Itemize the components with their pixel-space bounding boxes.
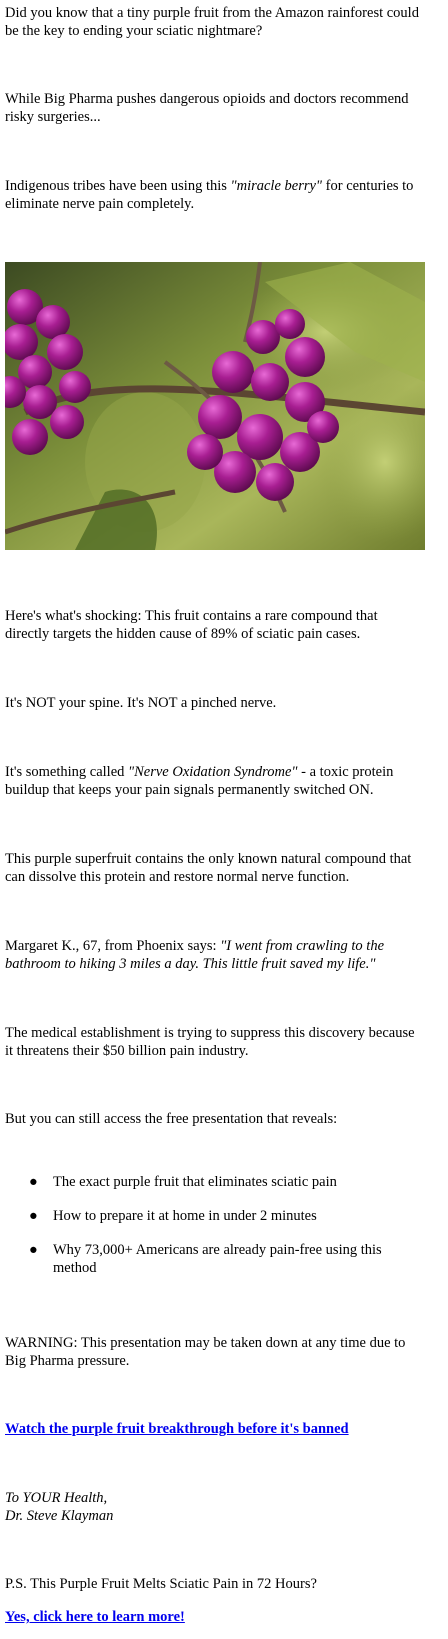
tribes-text-prefix: Indigenous tribes have been using this: [5, 178, 231, 194]
warning-paragraph: WARNING: This presentation may be taken down at any time due to Big Pharma pressure.: [5, 1335, 406, 1369]
watch-breakthrough-link[interactable]: Watch the purple fruit breakthrough before it's banned: [5, 1421, 349, 1437]
signoff-name: Dr. Steve Klayman: [5, 1508, 114, 1524]
bullet-icon: ●: [29, 1174, 38, 1190]
testimonial-attribution: Margaret K., 67, from Phoenix says:: [5, 938, 221, 954]
signoff-greeting: To YOUR Health,: [5, 1490, 108, 1506]
syndrome-text-suffix: - a toxic protein buildup that keeps your pain signals permanently switched ON.: [5, 764, 394, 798]
syndrome-paragraph: [5, 763, 425, 799]
testimonial-paragraph: [5, 937, 425, 973]
access-paragraph: But you can still access the free presentation that reveals:: [5, 1111, 338, 1127]
intro-paragraph: Did you know that a tiny purple fruit from the Amazon rainforest could be the key to ending your sciatic nightmare?: [5, 5, 419, 39]
benefits-list: [5, 1173, 425, 1293]
bullet-icon: ●: [29, 1208, 38, 1224]
miracle-berry-emphasis: "miracle berry": [230, 178, 323, 194]
syndrome-emphasis: "Nerve Oxidation Syndrome": [128, 764, 298, 780]
shocking-paragraph: Here's what's shocking: This fruit contains a rare compound that directly targets the hidden cause of 89% of sciatic pain cases.: [5, 608, 378, 642]
testimonial-quote: "I went from crawling to the bathroom to hiking 3 miles a day. This little fruit saved my life.": [5, 938, 385, 972]
not-spine-paragraph: It's NOT your spine. It's NOT a pinched nerve.: [5, 695, 277, 711]
benefit-text: The exact purple fruit that eliminates sciatic pain: [53, 1174, 337, 1190]
list-item: [5, 1173, 413, 1191]
superfruit-paragraph: This purple superfruit contains the only known natural compound that can dissolve this protein and restore normal nerve function.: [5, 851, 412, 885]
syndrome-text-prefix: It's something called: [5, 764, 129, 780]
list-item: [5, 1207, 413, 1225]
list-item: [5, 1241, 413, 1277]
cta-paragraph: [5, 1420, 425, 1438]
bullet-icon: ●: [29, 1242, 38, 1258]
ps-paragraph: P.S. This Purple Fruit Melts Sciatic Pain in 72 Hours?: [5, 1576, 317, 1592]
signoff: [5, 1489, 425, 1525]
big-pharma-paragraph: While Big Pharma pushes dangerous opioids and doctors recommend risky surgeries...: [5, 91, 409, 125]
benefit-text: How to prepare it at home in under 2 minutes: [53, 1208, 317, 1224]
tribes-paragraph: [5, 177, 425, 213]
suppress-paragraph: The medical establishment is trying to suppress this discovery because it threatens their $50 billion pain industry.: [5, 1025, 415, 1059]
purple-berry-photo: [5, 262, 425, 550]
benefit-text: Why 73,000+ Americans are already pain-free using this method: [53, 1242, 382, 1276]
ps-link-paragraph: [5, 1608, 425, 1626]
tribes-text-suffix: for centuries to eliminate nerve pain completely.: [5, 178, 414, 212]
learn-more-link[interactable]: Yes, click here to learn more!: [5, 1609, 185, 1625]
